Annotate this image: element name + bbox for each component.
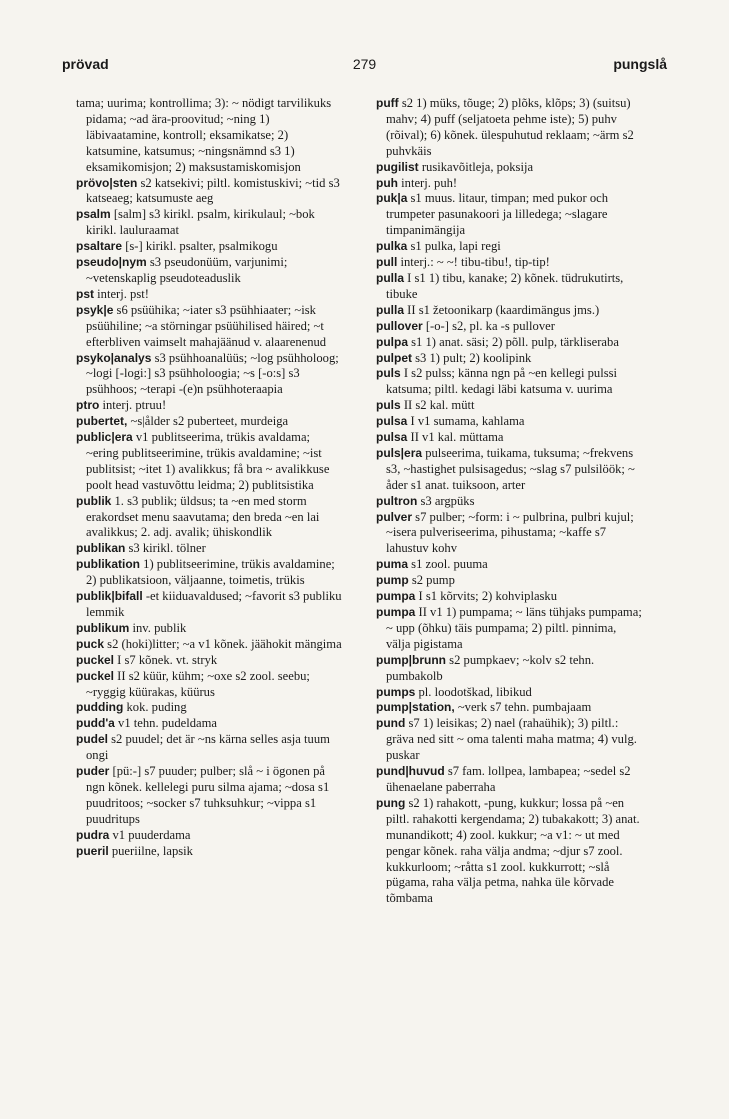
- dictionary-entry: [76, 764, 342, 828]
- dictionary-entry: [76, 303, 342, 351]
- dictionary-entry: [76, 589, 342, 621]
- entry-headword: pund: [376, 716, 406, 731]
- dictionary-entry: [376, 255, 642, 271]
- entry-headword: pulpa: [376, 334, 408, 349]
- entry-headword: pulver: [376, 509, 413, 524]
- entry-definition: s2 puudel; det är ~ns kärna selles asja tuum ongi: [86, 732, 330, 763]
- entry-definition: 1) publitseerimine, trükis avaldamine; 2) publikatsioon, väljaanne, toimetis, trükis: [86, 557, 335, 588]
- dictionary-entry: [376, 271, 642, 303]
- entry-headword: publikan: [76, 541, 126, 556]
- entry-headword: pull: [376, 255, 398, 270]
- header-guide-word-left: prövad: [62, 56, 109, 72]
- entry-definition: s2 pump: [411, 573, 455, 588]
- entry-definition: interj. ptruu!: [102, 398, 167, 413]
- entry-definition: [salm] s3 kirikl. psalm, kirikulaul; ~bok kirikl. lauluraamat: [86, 207, 315, 238]
- entry-headword: psalm: [76, 207, 111, 222]
- entry-definition: s2 1) müks, tõuge; 2) plõks, klõps; 3) (suitsu) mahv; 4) puff (seljatoeta pehme iste); 5) puhv (rõival); 6) kõnek. ülespuhutud reklaam; ~ärm s2 puhvkäis: [386, 96, 634, 158]
- dictionary-entry: [76, 669, 342, 701]
- entry-definition: kok. puding: [126, 700, 187, 715]
- dictionary-entry: [376, 653, 642, 685]
- dictionary-entry: [76, 255, 342, 287]
- entry-definition: s2 (hoki)litter; ~a v1 kõnek. jäähokit mängima: [107, 636, 342, 651]
- entry-definition: s1 pulka, lapi regi: [410, 239, 501, 254]
- entry-headword: puff: [376, 96, 399, 110]
- entry-definition: s1 1) anat. säsi; 2) põll. pulp, tärkliseraba: [411, 334, 619, 349]
- entry-definition: s3 pseudonüüm, varjunimi; ~vetenskaplig pseudoteaduslik: [86, 255, 288, 285]
- dictionary-entry: [76, 287, 342, 303]
- entry-definition: v1 puuderdama: [112, 827, 191, 842]
- dictionary-entry: [76, 557, 342, 589]
- entry-headword: puls: [376, 366, 401, 381]
- entry-headword: pumpa: [376, 589, 416, 604]
- dictionary-entry: [76, 621, 342, 637]
- dictionary-entry: [376, 494, 642, 510]
- entry-headword: puh: [376, 175, 398, 190]
- dictionary-entry: [376, 160, 642, 176]
- entry-definition: ~verk s7 tehn. pumbajaam: [457, 700, 592, 715]
- entry-definition: II v1 1) pumpama; ~ läns tühjaks pumpama; ~ upp (õhku) täis pumpama; 2) piltl. pinnima, välja pigistama: [386, 605, 642, 651]
- entry-definition: I s7 kõnek. vt. stryk: [117, 652, 218, 667]
- dictionary-entry: [376, 96, 642, 160]
- entry-headword: puck: [76, 636, 105, 651]
- entry-headword: pueril: [76, 843, 109, 858]
- dictionary-entry: [76, 732, 342, 764]
- entry-definition: s3 1) pult; 2) koolipink: [415, 350, 532, 365]
- entry-headword: pulsa: [376, 414, 408, 429]
- entry-definition: v1 tehn. pudeldama: [118, 716, 217, 731]
- entry-definition: s7 pulber; ~form: i ~ pulbrina, pulbri kujul; ~isera pulveriseerima, pihustama; ~kaffe s7 lahustuv kohv: [386, 509, 634, 556]
- dictionary-entry: [376, 239, 642, 255]
- entry-headword: pumps: [376, 684, 416, 699]
- entry-definition: s3 kirikl. tölner: [128, 541, 206, 556]
- entry-headword: puckel: [76, 652, 115, 667]
- dictionary-entry: [376, 191, 642, 239]
- entry-definition: tama; uurima; kontrollima; 3): ~ nödigt tarvilikuks pidama; ~ad ära-proovitud; ~ning 1) läbivaatamine, kontroll; eksamikatse; 2) katsumine, katsumus; ~ningsnämnd s3 1) eksamikomisjon; 2) maksustamiskomisjon: [76, 96, 332, 174]
- entry-headword: pultron: [376, 493, 418, 508]
- dictionary-entry: [376, 557, 642, 573]
- dictionary-entry: [376, 176, 642, 192]
- entry-headword: pudd'a: [76, 716, 115, 731]
- page-header: [62, 56, 667, 76]
- entry-definition: inv. publik: [132, 620, 187, 635]
- dictionary-entry: [76, 541, 342, 557]
- entry-definition: I v1 sumama, kahlama: [410, 414, 525, 429]
- header-guide-word-right: pungslå: [613, 56, 667, 72]
- entry-headword: pumpa: [376, 605, 416, 619]
- entry-headword: pund|huvud: [376, 764, 445, 779]
- entry-definition: interj. puh!: [401, 175, 458, 190]
- entry-headword: puls: [376, 398, 401, 413]
- entry-headword: publikum: [76, 620, 130, 635]
- entry-definition: s6 psüühika; ~iater s3 psühhiaater; ~isk psüühiline; ~a störningar psüühilised häired; ~t efterbliven vaimselt mahajäänud v. alaarenenud: [86, 302, 327, 349]
- entry-definition: s2 pumpkaev; ~kolv s2 tehn. pumbakolb: [386, 652, 595, 683]
- dictionary-entry: [376, 764, 642, 796]
- entry-definition: I s1 kõrvits; 2) kohviplasku: [418, 589, 558, 604]
- entry-headword: puma: [376, 557, 409, 572]
- entry-definition: [pü:-] s7 puuder; pulber; slå ~ i ögonen på ngn kõnek. kellelegi puru silma ajama; ~dosa s1 puudritoos; ~socker s7 tuhksuhkur; ~vippa s1 puudritups: [86, 764, 330, 826]
- entry-headword: publik: [76, 493, 112, 508]
- entry-definition: rusikavõitleja, poksija: [421, 159, 534, 174]
- entry-headword: pseudo|nym: [76, 255, 147, 270]
- entry-definition: s3 psühhoanalüüs; ~log psühholoog; ~logi [-logi:] s3 psühholoogia; ~s [-o:s] s3 psühhoos; ~terapi -(e)n psühhoteraapia: [86, 350, 339, 397]
- entry-headword: psaltare: [76, 239, 123, 254]
- entry-headword: ptro: [76, 398, 100, 413]
- entry-headword: pump|brunn: [376, 652, 447, 667]
- entry-headword: pudding: [76, 700, 124, 715]
- dictionary-entry: [76, 96, 342, 176]
- entry-definition: -et kiiduavaldused; ~favorit s3 publiku lemmik: [86, 589, 342, 619]
- entry-definition: [s-] kirikl. psalter, psalmikogu: [125, 239, 278, 254]
- entry-definition: II s2 küür, kühm; ~oxe s2 zool. seebu; ~ryggig küürakas, küürus: [86, 668, 310, 699]
- entry-definition: [-o-] s2, pl. ka -s pullover: [425, 318, 555, 333]
- entry-definition: II s1 žetoonikarp (kaardimängus jms.): [407, 302, 600, 317]
- dictionary-entry: [376, 589, 642, 605]
- entry-definition: interj. pst!: [97, 286, 149, 301]
- entry-headword: pulpet: [376, 350, 412, 365]
- entry-definition: 1. s3 publik; üldsus; ta ~en med storm erakordset menu saavutama; den breda ~en lai avalikkus; 2. adj. avalik; ühiskondlik: [86, 493, 320, 540]
- entry-headword: pudra: [76, 827, 110, 842]
- entry-definition: s7 1) leisikas; 2) nael (rahaühik); 3) piltl.: gräva ned sitt ~ oma talenti maha matma; 4) vulg. puskar: [386, 716, 637, 763]
- dictionary-entry: [376, 335, 642, 351]
- dictionary-entry: [376, 716, 642, 764]
- entry-headword: pudel: [76, 732, 108, 747]
- dictionary-entry: [76, 653, 342, 669]
- entry-headword: pullover: [376, 318, 423, 333]
- entry-definition: s1 muus. litaur, timpan; med pukor och trumpeter pasunakoori ja lilledega; ~slagare timpanimängija: [386, 191, 609, 238]
- entry-headword: prövo|sten: [76, 175, 138, 190]
- entry-headword: pump: [376, 573, 409, 588]
- entry-definition: ~s|ålder s2 puberteet, murdeiga: [130, 414, 289, 429]
- entry-definition: s2 1) rahakott, -pung, kukkur; lossa på ~en piltl. rahakotti kergendama; 2) tubakakott; 3) anat. munandikott; 4) zool. kukkur; ~a v1: ~ ut med pengar kõnek. raha välja andma; ~djur s7 zool. kukkurloom; ~råtta s1 zool. kukkurrott; ~slå pügama, raha välja petma, nahka üle kõrvade tõmbama: [386, 795, 640, 906]
- dictionary-entry: [76, 716, 342, 732]
- dictionary-entry: [376, 366, 642, 398]
- dictionary-entry: [376, 319, 642, 335]
- right-column: [376, 96, 642, 907]
- dictionary-entry: [376, 351, 642, 367]
- entry-headword: puckel: [76, 668, 115, 683]
- entry-definition: pulseerima, tuikama, tuksuma; ~frekvens s3, ~hastighet pulsisagedus; ~slag s7 pulsilöök; ~ åder s1 anat. tuiksoon, arter: [386, 445, 635, 492]
- dictionary-entry: [376, 446, 642, 494]
- dictionary-entry: [376, 573, 642, 589]
- entry-headword: pung: [376, 795, 406, 810]
- entry-headword: pugilist: [376, 159, 419, 174]
- entry-definition: II v1 kal. müttama: [410, 430, 504, 445]
- dictionary-entry: [76, 398, 342, 414]
- dictionary-entry: [76, 207, 342, 239]
- page-number: 279: [352, 56, 377, 72]
- entry-headword: pst: [76, 286, 94, 301]
- entry-headword: pulla: [376, 302, 405, 317]
- entry-definition: v1 publitseerima, trükis avaldama; ~ering publitseerimine, trükis avaldamine; ~ist publitsist; ~itet 1) avalikkus; få bra ~ avalikkuse poolt head vastuvõttu leidma; 2) publitsistika: [86, 430, 330, 492]
- dictionary-entry: [376, 685, 642, 701]
- dictionary-entry: [376, 414, 642, 430]
- entry-definition: s3 argpüks: [420, 493, 475, 508]
- dictionary-entry: [76, 176, 342, 208]
- entry-definition: I s1 1) tibu, kanake; 2) kõnek. tüdrukutirts, tibuke: [386, 270, 624, 301]
- left-column: [76, 96, 342, 860]
- entry-headword: psyk|e: [76, 302, 114, 317]
- dictionary-entry: [376, 796, 642, 907]
- entry-headword: pulka: [376, 239, 408, 254]
- entry-definition: s2 katsekivi; piltl. komistuskivi; ~tid s3 katseaeg; katsumuste aeg: [86, 175, 340, 206]
- dictionary-entry: [76, 351, 342, 399]
- entry-headword: publik|bifall: [76, 589, 143, 604]
- dictionary-entry: [76, 430, 342, 494]
- entry-definition: s1 zool. puuma: [411, 557, 488, 572]
- entry-headword: public|era: [76, 430, 133, 445]
- dictionary-entry: [376, 605, 642, 653]
- dictionary-entry: [376, 510, 642, 558]
- entry-headword: pulla: [376, 270, 405, 285]
- entry-definition: pl. loodotškad, libikud: [418, 684, 532, 699]
- entry-headword: psyko|analys: [76, 350, 152, 365]
- dictionary-entry: [76, 494, 342, 542]
- entry-headword: publikation: [76, 557, 140, 572]
- dictionary-entry: [376, 700, 642, 716]
- entry-headword: puk|a: [376, 191, 408, 206]
- dictionary-entry: [76, 414, 342, 430]
- dictionary-entry: [376, 303, 642, 319]
- dictionary-entry: [376, 430, 642, 446]
- entry-headword: puder: [76, 764, 110, 779]
- entry-definition: pueriilne, lapsik: [111, 843, 193, 858]
- dictionary-entry: [76, 637, 342, 653]
- entry-headword: pump|station,: [376, 700, 455, 715]
- entry-definition: s7 fam. lollpea, lambapea; ~sedel s2 ühenaelane paberraha: [386, 764, 631, 794]
- dictionary-entry: [76, 239, 342, 255]
- dictionary-entry: [76, 828, 342, 844]
- dictionary-entry: [376, 398, 642, 414]
- dictionary-entry: [76, 844, 342, 860]
- entry-definition: interj.: ~ ~! tibu-tibu!, tip-tip!: [400, 255, 550, 270]
- entry-definition: II s2 kal. mütt: [403, 398, 475, 413]
- entry-headword: puls|era: [376, 445, 423, 460]
- entry-headword: pubertet,: [76, 414, 128, 429]
- entry-headword: pulsa: [376, 430, 408, 445]
- dictionary-entry: [76, 700, 342, 716]
- entry-definition: I s2 pulss; känna ngn på ~en kellegi pulssi katsuma; piltl. kedagi läbi katsuma v. uurima: [386, 366, 618, 397]
